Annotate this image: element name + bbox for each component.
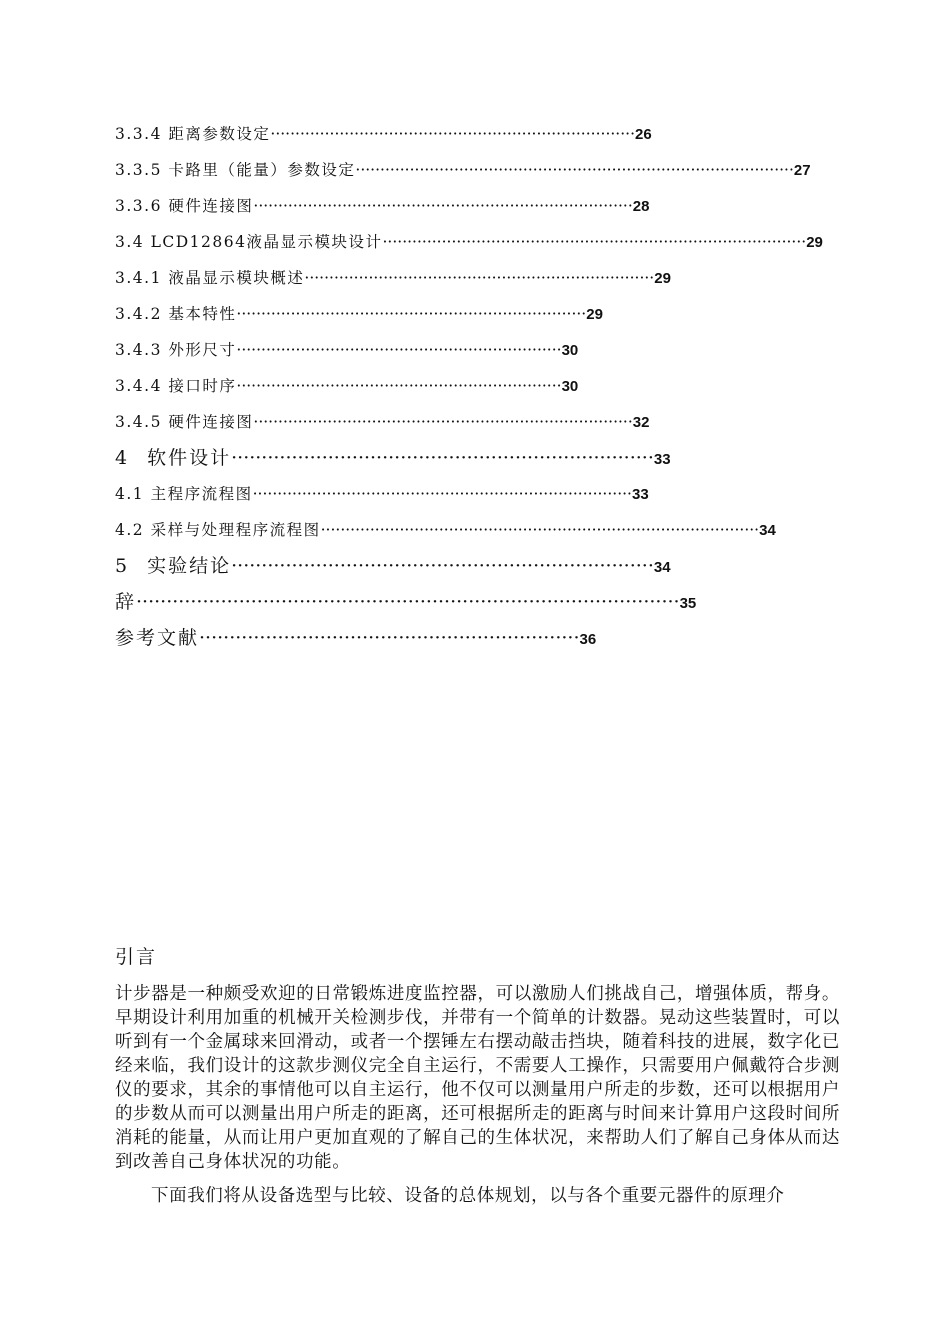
toc-entry-number: 4.1 <box>115 485 145 503</box>
toc-entry-title: 辞 <box>115 591 137 613</box>
toc-page-number: 30 <box>561 342 579 359</box>
toc-entry[interactable] <box>115 448 671 470</box>
toc-entry-number: 3.4.3 <box>115 341 162 359</box>
toc-leader-dots: ······································································ <box>231 447 654 469</box>
toc-entry-title: 软件设计 <box>147 447 232 469</box>
toc-entry[interactable] <box>115 124 652 145</box>
toc-entry-number: 3.4.4 <box>115 377 162 395</box>
toc-entry[interactable] <box>115 232 823 253</box>
toc-entry[interactable] <box>115 412 649 433</box>
toc-page-number: 28 <box>632 198 650 215</box>
toc-entry-number: 3.4 <box>115 233 145 251</box>
toc-leader-dots: ·························································································· <box>136 591 680 613</box>
toc-page-number: 36 <box>579 631 597 648</box>
intro-paragraph: 计步器是一种颇受欢迎的日常锻炼进度监控器，可以激励人们挑战自己，增强体质，帮身。早期设计利用加重的机械开关检测步伐，并带有一个简单的计数器。晃动这些装置时，可以听到有一个金属球来回滑动，或者一个摆锤左右摆动敲击挡块，随着科技的进展，数字化已经来临，我们设计的这款步测仪完全自主运行，不需要人工操作，只需要用户佩戴符合步测仪的要求，其余的事情他可以自主运行，他不仅可以测量用户所走的步数，还可以根据用户的步数从而可以测量出用户所走的距离，还可根据所走的距离与时间来计算用户这段时间所消耗的能量，从而让用户更加直观的了解自己的生体状况，来帮助人们了解自己身体从而达到改善自己身体状况的功能。 <box>115 984 840 1172</box>
toc-leader-dots: ············································································· <box>253 413 633 431</box>
toc-entry-title: LCD12864液晶显示模块设计 <box>150 233 383 251</box>
toc-page-number: 35 <box>679 595 697 612</box>
toc-entry[interactable] <box>115 196 649 217</box>
toc-entry[interactable] <box>115 484 649 505</box>
toc-leader-dots: ······················································································ <box>382 233 807 251</box>
toc-leader-dots: ······································································· <box>304 269 655 287</box>
toc-entry-number: 4 <box>115 447 130 469</box>
toc-entry[interactable] <box>115 304 603 325</box>
intro-paragraph: 下面我们将从设备选型与比较、设备的总体规划，以与各个重要元器件的原理介 <box>151 1186 785 1206</box>
toc-entry-title: 采样与处理程序流程图 <box>150 521 321 539</box>
toc-page-number: 33 <box>632 486 649 503</box>
toc-entry-number: 3.3.6 <box>115 197 162 215</box>
toc-entry-title: 参考文献 <box>115 627 200 649</box>
toc-entry-number: 3.4.2 <box>115 305 162 323</box>
toc-page-number: 27 <box>793 162 811 179</box>
toc-leader-dots: ······································································· <box>236 305 587 323</box>
toc-entry-number: 3.4.1 <box>115 269 162 287</box>
toc-leader-dots: ·································································· <box>236 341 562 359</box>
toc-leader-dots: ·········································································· <box>270 125 636 143</box>
toc-entry-number: 5 <box>115 555 130 577</box>
toc-leader-dots: ·································································· <box>236 377 562 395</box>
toc-page-number: 29 <box>654 270 671 287</box>
toc-entry[interactable] <box>115 340 578 361</box>
toc-entry-title: 接口时序 <box>168 377 237 395</box>
toc-entry[interactable] <box>115 268 671 289</box>
toc-entry[interactable] <box>115 556 671 578</box>
toc-entry-number: 3.3.4 <box>115 125 162 143</box>
toc-entry-number: 3.3.5 <box>115 161 162 179</box>
toc-leader-dots: ························································································· <box>320 521 760 539</box>
toc-page-number: 34 <box>653 559 671 576</box>
toc-page-number: 30 <box>561 378 579 395</box>
toc-page-number: 32 <box>632 414 650 431</box>
toc-entry-title: 液晶显示模块概述 <box>168 269 305 287</box>
toc-entry-title: 外形尺寸 <box>168 341 237 359</box>
toc-leader-dots: ························································································· <box>355 161 794 179</box>
toc-entry[interactable] <box>115 628 596 650</box>
introduction-section <box>115 944 840 1208</box>
toc-entry-title: 基本特性 <box>168 305 237 323</box>
toc-entry-title: 卡路里（能量）参数设定 <box>168 161 356 179</box>
intro-heading: 引言 <box>115 946 158 968</box>
toc-leader-dots: ······································································ <box>231 555 654 577</box>
toc-page-number: 29 <box>806 234 823 251</box>
toc-entry-title: 距离参数设定 <box>168 125 271 143</box>
toc-leader-dots: ············································································· <box>252 485 632 503</box>
toc-entry[interactable] <box>115 520 776 541</box>
toc-entry-title: 实验结论 <box>147 555 232 577</box>
toc-entry-title: 主程序流程图 <box>150 485 253 503</box>
toc-entry-number: 3.4.5 <box>115 413 162 431</box>
toc-leader-dots: ············································································· <box>253 197 633 215</box>
toc-leader-dots: ······························································· <box>199 627 580 649</box>
toc-entry-number: 4.2 <box>115 521 145 539</box>
toc-page-number: 26 <box>635 126 652 143</box>
toc-entry[interactable] <box>115 592 696 614</box>
toc-page-number: 33 <box>653 451 671 468</box>
toc-page-number: 34 <box>759 522 776 539</box>
toc-entry-title: 硬件连接图 <box>168 413 254 431</box>
toc-entry[interactable] <box>115 376 578 397</box>
toc-entry-title: 硬件连接图 <box>168 197 254 215</box>
toc-entry[interactable] <box>115 160 811 181</box>
toc-page-number: 29 <box>586 306 603 323</box>
